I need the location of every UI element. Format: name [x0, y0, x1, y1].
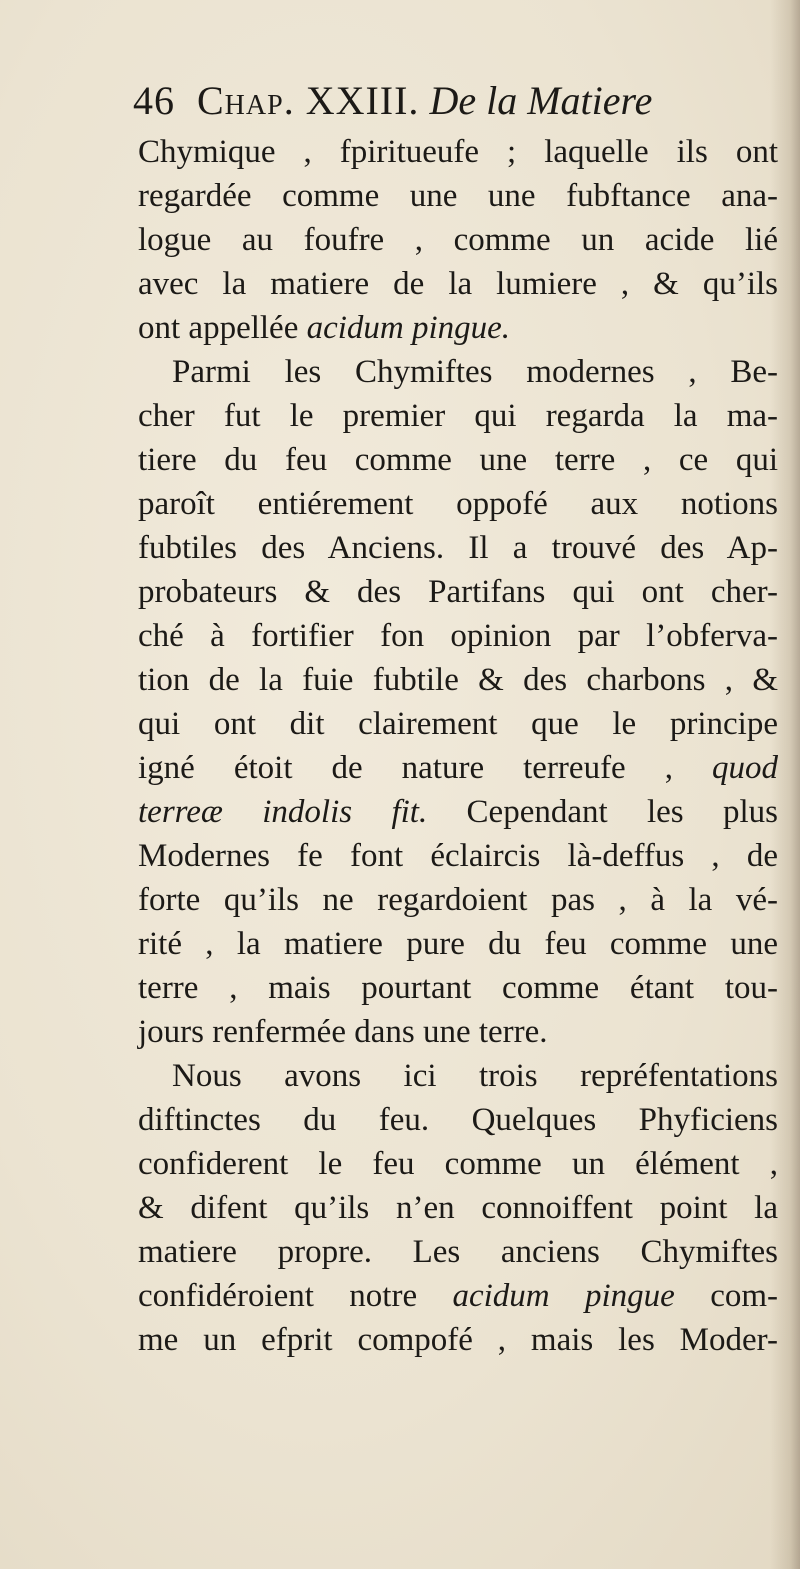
italic-phrase: quod [712, 750, 778, 786]
text-segment: me un efprit compofé , mais les Moder- [138, 1322, 778, 1358]
text-line [138, 790, 778, 834]
text-line [138, 218, 778, 262]
text-line [138, 262, 778, 306]
text-line [138, 834, 778, 878]
text-line [138, 1142, 778, 1186]
text-line [138, 922, 778, 966]
text-line [138, 614, 778, 658]
text-segment: qui ont dit clairement que le principe [138, 706, 778, 742]
text-segment: forte qu’ils ne regardoient pas , à la vé- [138, 882, 778, 918]
text-line [138, 1274, 778, 1318]
text-line [138, 1318, 778, 1362]
text-segment: ont appellée [138, 310, 307, 346]
text-line [138, 570, 778, 614]
text-segment: logue au foufre , comme un acide lié [138, 222, 778, 258]
text-line [138, 174, 778, 218]
text-segment: cher fut le premier qui regarda la ma- [138, 398, 778, 434]
text-segment: com- [674, 1278, 779, 1314]
text-segment: tion de la fuie fubtile & des charbons , & [138, 662, 778, 698]
text-segment: fubtiles des Anciens. Il a trouvé des Ap- [138, 530, 778, 566]
text-segment: rité , la matiere pure du feu comme une [138, 926, 778, 962]
text-line [138, 306, 778, 350]
text-segment: terre , mais pourtant comme étant tou- [138, 970, 778, 1006]
text-segment: probateurs & des Partifans qui ont cher- [138, 574, 778, 610]
text-segment: paroît entiérement oppofé aux notions [138, 486, 778, 522]
text-line [138, 1186, 778, 1230]
text-line [138, 526, 778, 570]
text-segment: confidéroient notre [138, 1278, 453, 1314]
text-segment: matiere propre. Les anciens Chymiftes [138, 1234, 778, 1270]
text-line [138, 482, 778, 526]
text-segment: igné étoit de nature terreufe , [138, 750, 712, 786]
chapter-subject: De la Matiere [429, 78, 653, 123]
page-number: 46 [133, 78, 175, 123]
text-line [138, 1054, 778, 1098]
text-segment: avec la matiere de la lumiere , & qu’ils [138, 266, 778, 302]
text-segment: Nous avons ici trois repréfentations [172, 1058, 778, 1094]
text-line [138, 966, 778, 1010]
text-line [138, 702, 778, 746]
italic-phrase: acidum pingue [452, 1278, 675, 1314]
text-segment: Modernes fe font éclaircis là-deffus , de [138, 838, 778, 874]
body-text [138, 130, 778, 1362]
text-segment: diftinctes du feu. Quelques Phyficiens [138, 1102, 778, 1138]
italic-phrase: terreæ indolis fit. [138, 794, 428, 830]
running-header [133, 72, 773, 130]
text-line [138, 438, 778, 482]
text-line [138, 130, 778, 174]
chapter-title: Chap. XXIII. [197, 78, 420, 123]
text-line [138, 394, 778, 438]
text-line [138, 1010, 778, 1054]
text-line [138, 350, 778, 394]
text-segment: Chymique , fpiritueufe ; laquelle ils ont [138, 134, 778, 170]
text-segment: Cependant les plus [427, 794, 778, 830]
text-segment: confiderent le feu comme un élément , [138, 1146, 778, 1182]
italic-phrase: acidum pingue. [306, 310, 511, 346]
text-line [138, 878, 778, 922]
text-line [138, 746, 778, 790]
text-line [138, 658, 778, 702]
text-segment: Parmi les Chymiftes modernes , Be- [172, 354, 778, 390]
text-segment: regardée comme une une fubftance ana- [138, 178, 778, 214]
text-segment: jours renfermée dans une terre. [138, 1014, 548, 1050]
text-segment: & difent qu’ils n’en connoiffent point la [138, 1190, 778, 1226]
text-segment: ché à fortifier fon opinion par l’obferva- [138, 618, 778, 654]
text-line [138, 1098, 778, 1142]
text-line [138, 1230, 778, 1274]
text-segment: tiere du feu comme une terre , ce qui [138, 442, 778, 478]
